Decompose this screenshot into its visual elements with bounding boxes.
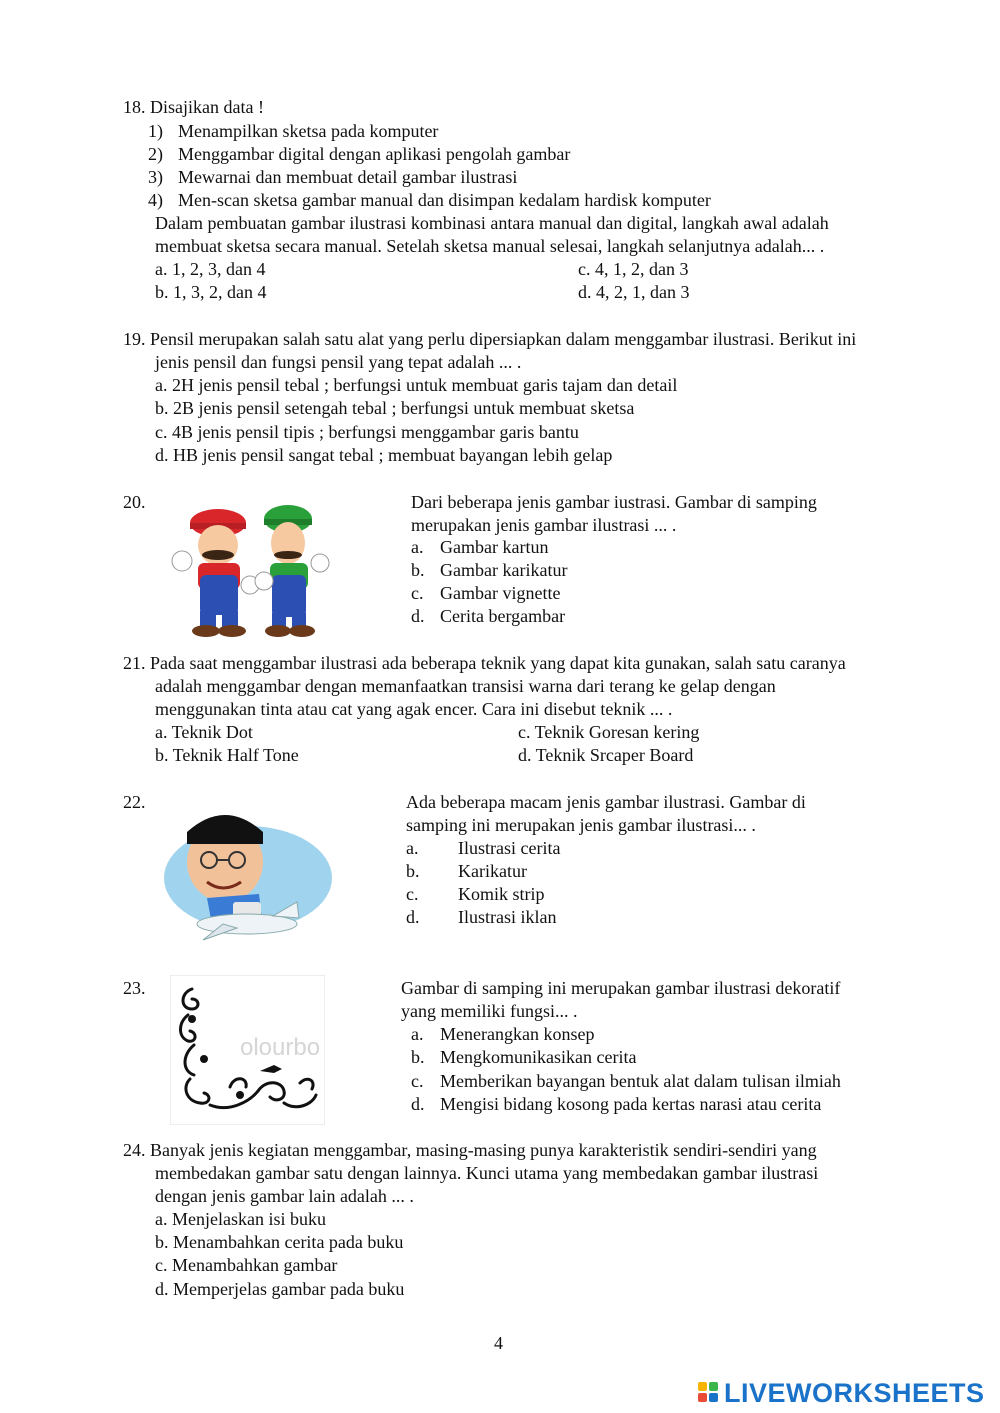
decorative-ornament-image: [170, 975, 325, 1125]
q20-option-d[interactable]: Cerita bergambar: [440, 606, 566, 626]
q20-option-c-letter: c.: [411, 583, 424, 603]
liveworksheets-logo[interactable]: [698, 1378, 985, 1408]
q24-stem-line3: dengan jenis gambar lain adalah ... .: [155, 1186, 414, 1206]
cartoon-characters-image: [160, 501, 340, 637]
q21-stem-line2: adalah menggambar dengan memanfaatkan transisi warna dari terang ke gelap dengan: [155, 676, 776, 696]
q18-stem: 18. Disajikan data !: [123, 97, 264, 117]
q24-option-d[interactable]: d. Memperjelas gambar pada buku: [155, 1279, 405, 1299]
q18-text-line2: membuat sketsa secara manual. Setelah sketsa manual selesai, langkah selanjutnya adalah... .: [155, 236, 825, 256]
q22-option-b-letter: b.: [406, 861, 420, 881]
q22-option-d-letter: d.: [406, 907, 420, 927]
brand-name: LIVEWORKSHEETS: [724, 1377, 985, 1408]
q22-option-a[interactable]: Ilustrasi cerita: [458, 838, 561, 858]
q18-item-4: Men-scan sketsa gambar manual dan disimpan kedalam hardisk komputer: [178, 190, 711, 210]
q23-stem-line1: Gambar di samping ini merupakan gambar ilustrasi dekoratif: [401, 978, 841, 998]
q18-item-4-num: 4): [148, 190, 163, 210]
q22-number: 22.: [123, 792, 146, 812]
q23-option-b-letter: b.: [411, 1047, 425, 1067]
q18-item-2: Menggambar digital dengan aplikasi pengolah gambar: [178, 144, 571, 164]
q23-option-c[interactable]: Memberikan bayangan bentuk alat dalam tulisan ilmiah: [440, 1071, 841, 1091]
q23-option-a-letter: a.: [411, 1024, 424, 1044]
q20-option-d-letter: d.: [411, 606, 425, 626]
q23-stem-line2: yang memiliki fungsi... .: [401, 1001, 578, 1021]
q21-option-c[interactable]: c. Teknik Goresan kering: [518, 722, 700, 742]
q23-option-d-letter: d.: [411, 1094, 425, 1114]
q18-option-d[interactable]: d. 4, 2, 1, dan 3: [578, 282, 690, 302]
q24-option-a[interactable]: a. Menjelaskan isi buku: [155, 1209, 326, 1229]
q22-stem-line2: samping ini merupakan jenis gambar ilustrasi... .: [406, 815, 756, 835]
q18-item-1-num: 1): [148, 121, 163, 141]
liveworksheets-icon: [698, 1382, 720, 1404]
q18-number: 18.: [123, 97, 146, 117]
q18-option-a[interactable]: a. 1, 2, 3, dan 4: [155, 259, 266, 279]
q20-stem-line2: merupakan jenis gambar ilustrasi ... .: [411, 515, 677, 535]
q23-option-c-letter: c.: [411, 1071, 424, 1091]
q18-item-1: Menampilkan sketsa pada komputer: [178, 121, 439, 141]
q19-stem-line2: jenis pensil dan fungsi pensil yang tepat adalah ... .: [155, 352, 522, 372]
q22-option-a-letter: a.: [406, 838, 419, 858]
q18-item-2-num: 2): [148, 144, 163, 164]
q22-option-b[interactable]: Karikatur: [458, 861, 527, 881]
page-number: 4: [494, 1333, 503, 1353]
q20-stem-line1: Dari beberapa jenis gambar iustrasi. Gambar di samping: [411, 492, 817, 512]
q22-stem-line1: Ada beberapa macam jenis gambar ilustrasi. Gambar di: [406, 792, 806, 812]
q23-option-a[interactable]: Menerangkan konsep: [440, 1024, 595, 1044]
q23-number: 23.: [123, 978, 146, 998]
q23-option-d[interactable]: Mengisi bidang kosong pada kertas narasi atau cerita: [440, 1094, 822, 1114]
q20-option-c[interactable]: Gambar vignette: [440, 583, 561, 603]
q21-option-a[interactable]: a. Teknik Dot: [155, 722, 253, 742]
q18-option-b[interactable]: b. 1, 3, 2, dan 4: [155, 282, 267, 302]
q22-option-c-letter: c.: [406, 884, 419, 904]
q23-option-b[interactable]: Mengkomunikasikan cerita: [440, 1047, 637, 1067]
q18-item-3: Mewarnai dan membuat detail gambar ilustrasi: [178, 167, 518, 187]
q19-option-a[interactable]: a. 2H jenis pensil tebal ; berfungsi untuk membuat garis tajam dan detail: [155, 375, 678, 395]
q18-text-line1: Dalam pembuatan gambar ilustrasi kombinasi antara manual dan digital, langkah awal adalah: [155, 213, 829, 233]
q24-stem-line2: membedakan gambar satu dengan lainnya. Kunci utama yang membedakan gambar ilustrasi: [155, 1163, 819, 1183]
q21-option-b[interactable]: b. Teknik Half Tone: [155, 745, 299, 765]
q20-number: 20.: [123, 492, 146, 512]
q22-option-c[interactable]: Komik strip: [458, 884, 545, 904]
q21-stem-line3: menggunakan tinta atau cat yang agak encer. Cara ini disebut teknik ... .: [155, 699, 673, 719]
q20-option-b[interactable]: Gambar karikatur: [440, 560, 568, 580]
caricature-image: [163, 798, 333, 950]
q18-option-c[interactable]: c. 4, 1, 2, dan 3: [578, 259, 689, 279]
q19-option-b[interactable]: b. 2B jenis pensil setengah tebal ; berfungsi untuk membuat sketsa: [155, 398, 635, 418]
q18-item-3-num: 3): [148, 167, 163, 187]
q20-option-a[interactable]: Gambar kartun: [440, 537, 549, 557]
q19-option-c[interactable]: c. 4B jenis pensil tipis ; berfungsi menggambar garis bantu: [155, 422, 579, 442]
q19-option-d[interactable]: d. HB jenis pensil sangat tebal ; membuat bayangan lebih gelap: [155, 445, 613, 465]
watermark-text: olourbo: [240, 1034, 321, 1061]
q24-stem-line1: 24. Banyak jenis kegiatan menggambar, masing-masing punya karakteristik sendiri-sendiri yang: [123, 1140, 817, 1160]
q19-stem-line1: 19. Pensil merupakan salah satu alat yang perlu dipersiapkan dalam menggambar ilustrasi. Berikut ini: [123, 329, 857, 349]
q21-option-d[interactable]: d. Teknik Srcaper Board: [518, 745, 694, 765]
q24-option-c[interactable]: c. Menambahkan gambar: [155, 1255, 338, 1275]
q22-option-d[interactable]: Ilustrasi iklan: [458, 907, 557, 927]
q21-stem-line1: 21. Pada saat menggambar ilustrasi ada beberapa teknik yang dapat kita gunakan, salah satu caranya: [123, 653, 846, 673]
q20-option-b-letter: b.: [411, 560, 425, 580]
q20-option-a-letter: a.: [411, 537, 424, 557]
q24-option-b[interactable]: b. Menambahkan cerita pada buku: [155, 1232, 404, 1252]
